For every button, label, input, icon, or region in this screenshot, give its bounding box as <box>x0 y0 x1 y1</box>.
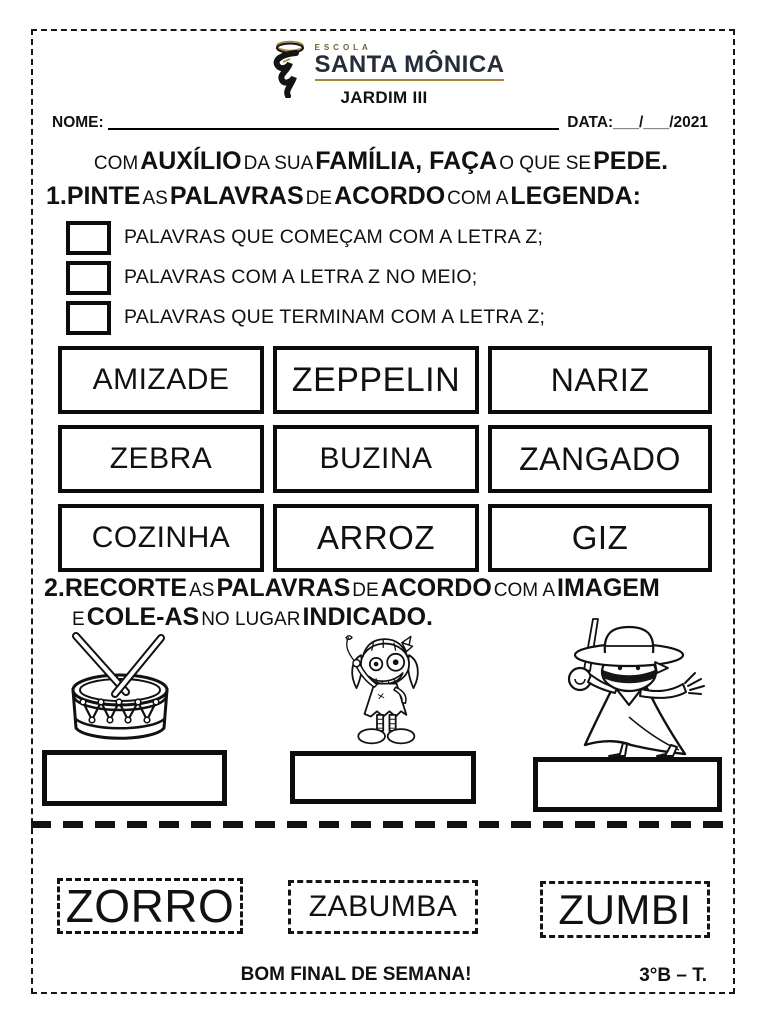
word-box-zangado: ZANGADO <box>488 425 712 493</box>
color-legend <box>66 220 545 340</box>
paste-box-3 <box>533 757 722 812</box>
drum-illustration <box>62 630 177 755</box>
word-box-arroz: ARROZ <box>273 504 479 572</box>
question2-title-line1: 2.RECORTE ASPALAVRAS DEACORDO COM AIMAGEM <box>44 574 660 602</box>
legend-color-box-2 <box>66 261 111 295</box>
word-grid <box>58 346 712 572</box>
intro-instruction: COMAUXÍLIO DA SUAFAMÍLIA, FAÇA O QUE SEPEDE. <box>93 147 669 175</box>
zombie-girl-illustration <box>327 632 443 751</box>
question2-title-line2: ECOLE-AS NO LUGARINDICADO. <box>72 603 433 631</box>
legend-label-2: PALAVRAS COM A LETRA Z NO MEIO; <box>124 266 478 288</box>
legend-color-box-3 <box>66 301 111 335</box>
grade-label: JARDIM III <box>340 88 428 107</box>
cut-word-zorro: ZORRO <box>57 878 243 934</box>
word-box-cozinha: COZINHA <box>58 504 264 572</box>
legend-label-1: PALAVRAS QUE COMEÇAM COM A LETRA Z; <box>124 226 544 248</box>
cut-line <box>31 821 733 828</box>
paste-box-1 <box>42 750 227 806</box>
paste-box-2 <box>290 751 476 804</box>
word-box-giz: GIZ <box>488 504 712 572</box>
footer-message: BOM FINAL DE SEMANA! <box>240 964 472 985</box>
legend-item <box>66 260 545 295</box>
word-box-amizade: AMIZADE <box>58 346 264 414</box>
word-box-zeppelin: ZEPPELIN <box>273 346 479 414</box>
name-label: NOME: <box>52 114 104 131</box>
word-box-nariz: NARIZ <box>488 346 712 414</box>
school-name: SANTA MÔNICA <box>315 52 505 81</box>
legend-color-box-1 <box>66 221 111 255</box>
logo-escola-label: ESCOLA <box>314 43 372 52</box>
legend-item <box>66 300 545 335</box>
legend-item <box>66 220 545 255</box>
question1-title: 1.PINTE ASPALAVRAS DEACORDO COM ALEGENDA: <box>46 182 641 210</box>
word-box-buzina: BUZINA <box>273 425 479 493</box>
cut-word-zumbi: ZUMBI <box>540 881 710 938</box>
word-box-zebra: ZEBRA <box>58 425 264 493</box>
name-blank-line <box>108 114 560 130</box>
name-date-row <box>52 114 708 132</box>
footer-class-tag: 3°B – T. <box>639 965 707 986</box>
date-label: DATA:___/___/2021 <box>567 114 708 131</box>
zorro-illustration <box>533 617 725 762</box>
legend-label-3: PALAVRAS QUE TERMINAM COM A LETRA Z; <box>124 306 546 328</box>
cut-word-zabumba: ZABUMBA <box>288 880 478 934</box>
